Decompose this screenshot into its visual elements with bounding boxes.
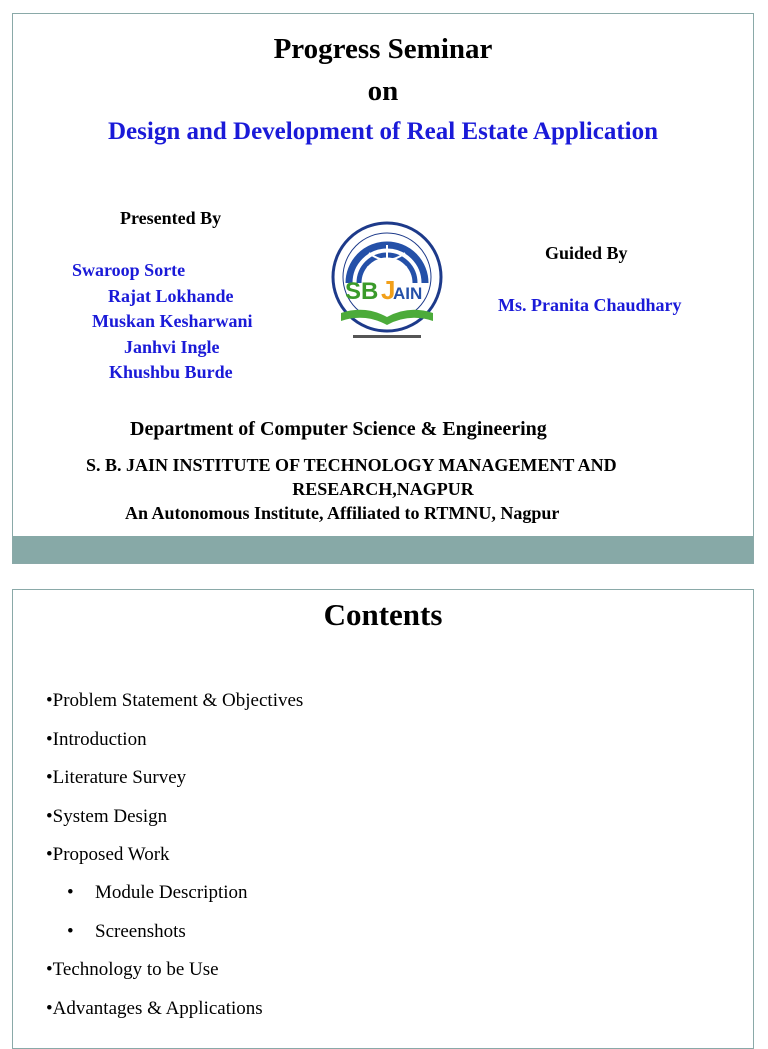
title-slide <box>12 13 754 564</box>
project-title: Design and Development of Real Estate Application <box>108 118 658 145</box>
sub-list-item: Module Description <box>95 882 248 903</box>
guide-name: Ms. Pranita Chaudhary <box>498 295 682 315</box>
presented-by-label: Presented By <box>120 208 222 228</box>
presenter-name: Rajat Lokhande <box>108 286 234 306</box>
sub-list-item: Screenshots <box>95 921 186 942</box>
presenter-name: Swaroop Sorte <box>72 260 186 280</box>
guided-by-label: Guided By <box>545 243 628 263</box>
seminar-title-on: on <box>367 75 399 107</box>
svg-text:SB: SB <box>345 278 379 305</box>
list-item: •System Design <box>46 806 168 827</box>
footer-bar <box>13 536 753 563</box>
list-item: •Literature Survey <box>46 767 187 788</box>
list-item: •Proposed Work <box>46 844 170 865</box>
institute-name-cont: RESEARCH,NAGPUR <box>292 479 474 499</box>
svg-text:AIN: AIN <box>393 284 423 303</box>
list-item: •Advantages & Applications <box>46 998 263 1019</box>
department: Department of Computer Science & Engineering <box>130 418 547 440</box>
affiliation: An Autonomous Institute, Affiliated to RTMNU, Nagpur <box>125 503 560 523</box>
sub-bullet: • <box>67 921 74 942</box>
list-item: •Problem Statement & Objectives <box>46 690 304 711</box>
seminar-title: Progress Seminar <box>273 33 493 65</box>
list-item: •Technology to be Use <box>46 959 219 980</box>
presenter-name: Janhvi Ingle <box>124 337 220 357</box>
sub-bullet: • <box>67 882 74 903</box>
contents-slide <box>12 589 754 1049</box>
list-item: •Introduction <box>46 729 147 750</box>
contents-title: Contents <box>323 597 443 632</box>
sbjain-logo <box>331 217 443 351</box>
svg-text:J: J <box>381 275 396 305</box>
presenter-name: Khushbu Burde <box>109 362 233 382</box>
presenter-name: Muskan Kesharwani <box>92 311 253 331</box>
institute-name: S. B. JAIN INSTITUTE OF TECHNOLOGY MANAGEMENT AND <box>86 455 617 475</box>
